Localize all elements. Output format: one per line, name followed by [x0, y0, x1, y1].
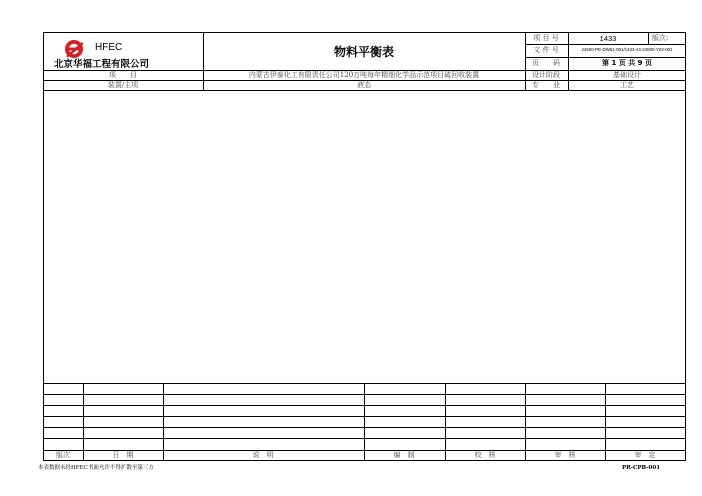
stage-label: 设计阶段 [532, 71, 560, 79]
revision-col-line [364, 383, 365, 461]
header-vline-1 [203, 32, 204, 90]
project-label: 项 目 [109, 71, 137, 79]
discipline-value: 工艺 [620, 81, 634, 89]
col-checked: 校 核 [474, 451, 496, 459]
header-vline-2 [525, 32, 526, 90]
company-abbr: HFEC [95, 42, 123, 53]
document-title: 物料平衡表 [333, 45, 395, 59]
page-value: 第 1 页 共 9 页 [602, 59, 652, 67]
revision-col-line [163, 383, 164, 461]
doc-no: 24500-PE-DW61-001/1433-44-24500-Y03-001 [581, 47, 673, 52]
project-no-label: 项 目 号 [533, 34, 559, 42]
page-label: 页 码 [532, 59, 560, 67]
stage-value: 基础设计 [613, 71, 641, 79]
col-revision: 版次 [56, 451, 70, 459]
col-reviewed: 审 核 [554, 451, 576, 459]
revision-label: 版次: [652, 34, 669, 42]
header-vline-3 [568, 32, 569, 90]
unit-label: 装置/主项 [107, 81, 139, 89]
form-code: PR-CPB-001 [622, 465, 661, 471]
right-row-2 [525, 57, 686, 58]
right-row-1 [525, 44, 686, 45]
hfec-logo-icon [63, 38, 85, 60]
col-prepared: 编 制 [393, 451, 415, 459]
col-approved: 审 定 [634, 451, 656, 459]
col-date: 日 期 [112, 451, 134, 459]
confidentiality-note: 本表数据未经HFEC书面允许不得扩散至第三方 [38, 465, 154, 471]
revision-col-line [83, 383, 84, 461]
header-bottom-line [43, 90, 686, 91]
header-vline-4 [648, 32, 649, 44]
revision-col-line [445, 383, 446, 461]
revision-col-line [525, 383, 526, 461]
unit-value: 液态 [357, 81, 371, 89]
col-description: 说 明 [252, 451, 274, 459]
discipline-label: 专 业 [532, 81, 560, 89]
doc-no-label: 文 件 号 [533, 46, 559, 54]
revision-col-line [605, 383, 606, 461]
project-value: 内蒙古伊泰化工有限责任公司120万吨每年精细化学品示范项目硫回收装置 [248, 71, 480, 79]
project-no: 1433 [599, 34, 617, 43]
company-name: 北京华福工程有限公司 [54, 59, 150, 70]
